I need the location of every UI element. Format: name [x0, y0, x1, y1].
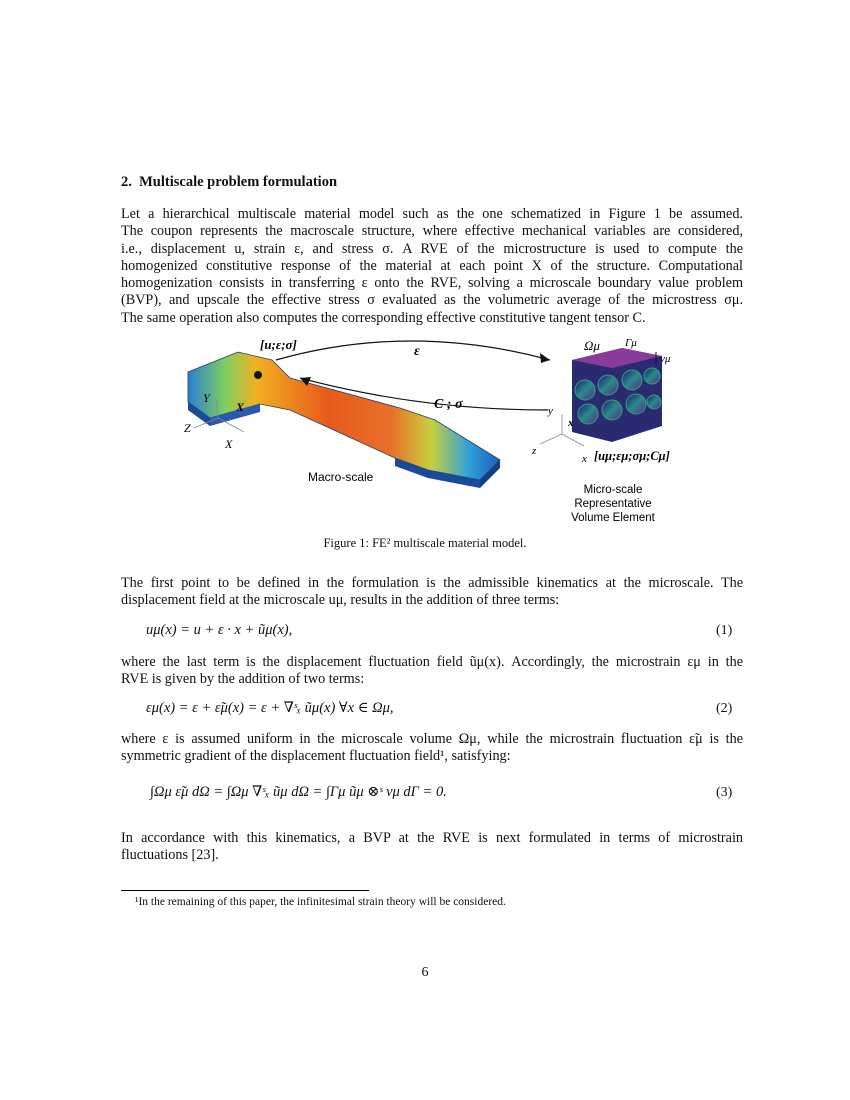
equation-3-number: (3) — [716, 785, 733, 800]
section-title: Multiscale problem formulation — [139, 174, 338, 190]
text-line: where ε is assumed uniform in the microscale volume Ωμ, while the microstrain fluctuation ε̃μ is the — [121, 731, 743, 747]
closing-paragraph — [121, 830, 743, 865]
micro-label-line: Representative — [574, 498, 652, 510]
gamma-label: Γμ — [625, 337, 637, 349]
equation-3: ∫Ωμ ε̃μ dΩ = ∫Ωμ ∇ˢₓ ũμ dΩ = ∫Γμ ũμ ⊗ˢ νμ dΓ = 0. — [150, 784, 447, 800]
footnote: ¹In the remaining of this paper, the infinitesimal strain theory will be considered. — [135, 896, 506, 908]
text-line: In accordance with this kinematics, a BVP at the RVE is next formulated in terms of microstrain — [121, 830, 743, 846]
micro-axis-x-label: x — [582, 453, 587, 465]
intro-paragraph — [121, 206, 743, 327]
nu-label: νμ — [660, 353, 671, 365]
equation-2: εμ(x) = ε + ε̃μ(x) = ε + ∇ˢₓ ũμ(x) ∀x ∈ Ωμ, — [146, 700, 394, 716]
micro-variables-label: [uμ;εμ;σμ;Cμ] — [594, 449, 670, 463]
text-line: displacement field at the microscale uμ, results in the addition of three terms: — [121, 592, 560, 609]
micro-axis-y-label: y — [548, 405, 553, 417]
text-line: The same operation also computes the corresponding effective constitutive tangent tensor C. — [121, 309, 646, 326]
strain-arrow — [276, 341, 550, 360]
macro-coupon — [188, 352, 500, 488]
text-line: The coupon represents the macroscale structure, where effective mechanical variables are considered, — [121, 223, 743, 240]
text-line: homogenization consists in transferring ε onto the RVE, solving a microscale boundary value problem — [121, 275, 743, 292]
text-line: where the last term is the displacement fluctuation field ũμ(x). Accordingly, the microstrain εμ in the — [121, 654, 743, 670]
equation-2-number: (2) — [716, 701, 733, 716]
footnote-rule — [121, 890, 369, 891]
kinematics-paragraph — [121, 575, 743, 610]
section-heading — [121, 174, 337, 191]
micro-axis-z-label: z — [532, 445, 537, 457]
text-line: symmetric gradient of the displacement fluctuation field¹, satisfying: — [121, 748, 511, 765]
micro-label-line: Micro-scale — [583, 484, 643, 496]
section-number: 2. — [121, 174, 132, 190]
after-eq1-paragraph — [121, 654, 743, 689]
macro-scale-label: Macro-scale — [308, 470, 374, 484]
micro-label-line: Volume Element — [571, 512, 655, 524]
omega-label: Ωμ — [584, 338, 600, 353]
macro-variables-label: [u;ε;σ] — [260, 337, 297, 352]
axis-Z-label: Z — [184, 421, 191, 435]
text-line: i.e., displacement u, strain ε, and stress σ. A RVE of the microstructure is used to compute the — [121, 240, 743, 257]
equation-1: uμ(x) = u + ε · x + ũμ(x), — [146, 622, 293, 638]
material-point-marker — [254, 371, 262, 379]
text-line: Let a hierarchical multiscale material model such as the one schematized in Figure 1 be assumed. — [121, 206, 743, 222]
strain-label: ε — [414, 344, 420, 359]
text-line: fluctuations [23]. — [121, 847, 219, 864]
rve-block — [572, 348, 662, 442]
text-line: homogenized constitutive response of the material at each point X of the structure. Computational — [121, 257, 743, 274]
micro-point-label: x — [568, 417, 574, 429]
axis-Y-label: Y — [203, 391, 210, 405]
text-line: The first point to be defined in the formulation is the admissible kinematics at the microscale. The — [121, 575, 743, 591]
point-X-label: X — [236, 400, 245, 414]
multiscale-figure — [170, 330, 710, 530]
text-line: (BVP), and upscale the effective stress σ evaluated as the volumetric average of the microstress σμ. — [121, 292, 743, 309]
equation-1-number: (1) — [716, 623, 733, 638]
axis-X-label: X — [225, 437, 233, 451]
page-number: 6 — [421, 965, 429, 980]
figure-caption: Figure 1: FE² multiscale material model. — [323, 536, 527, 550]
after-eq2-paragraph — [121, 731, 743, 766]
text-line: RVE is given by the addition of two terms: — [121, 671, 365, 688]
stress-tangent-label: C ; σ — [434, 397, 463, 412]
